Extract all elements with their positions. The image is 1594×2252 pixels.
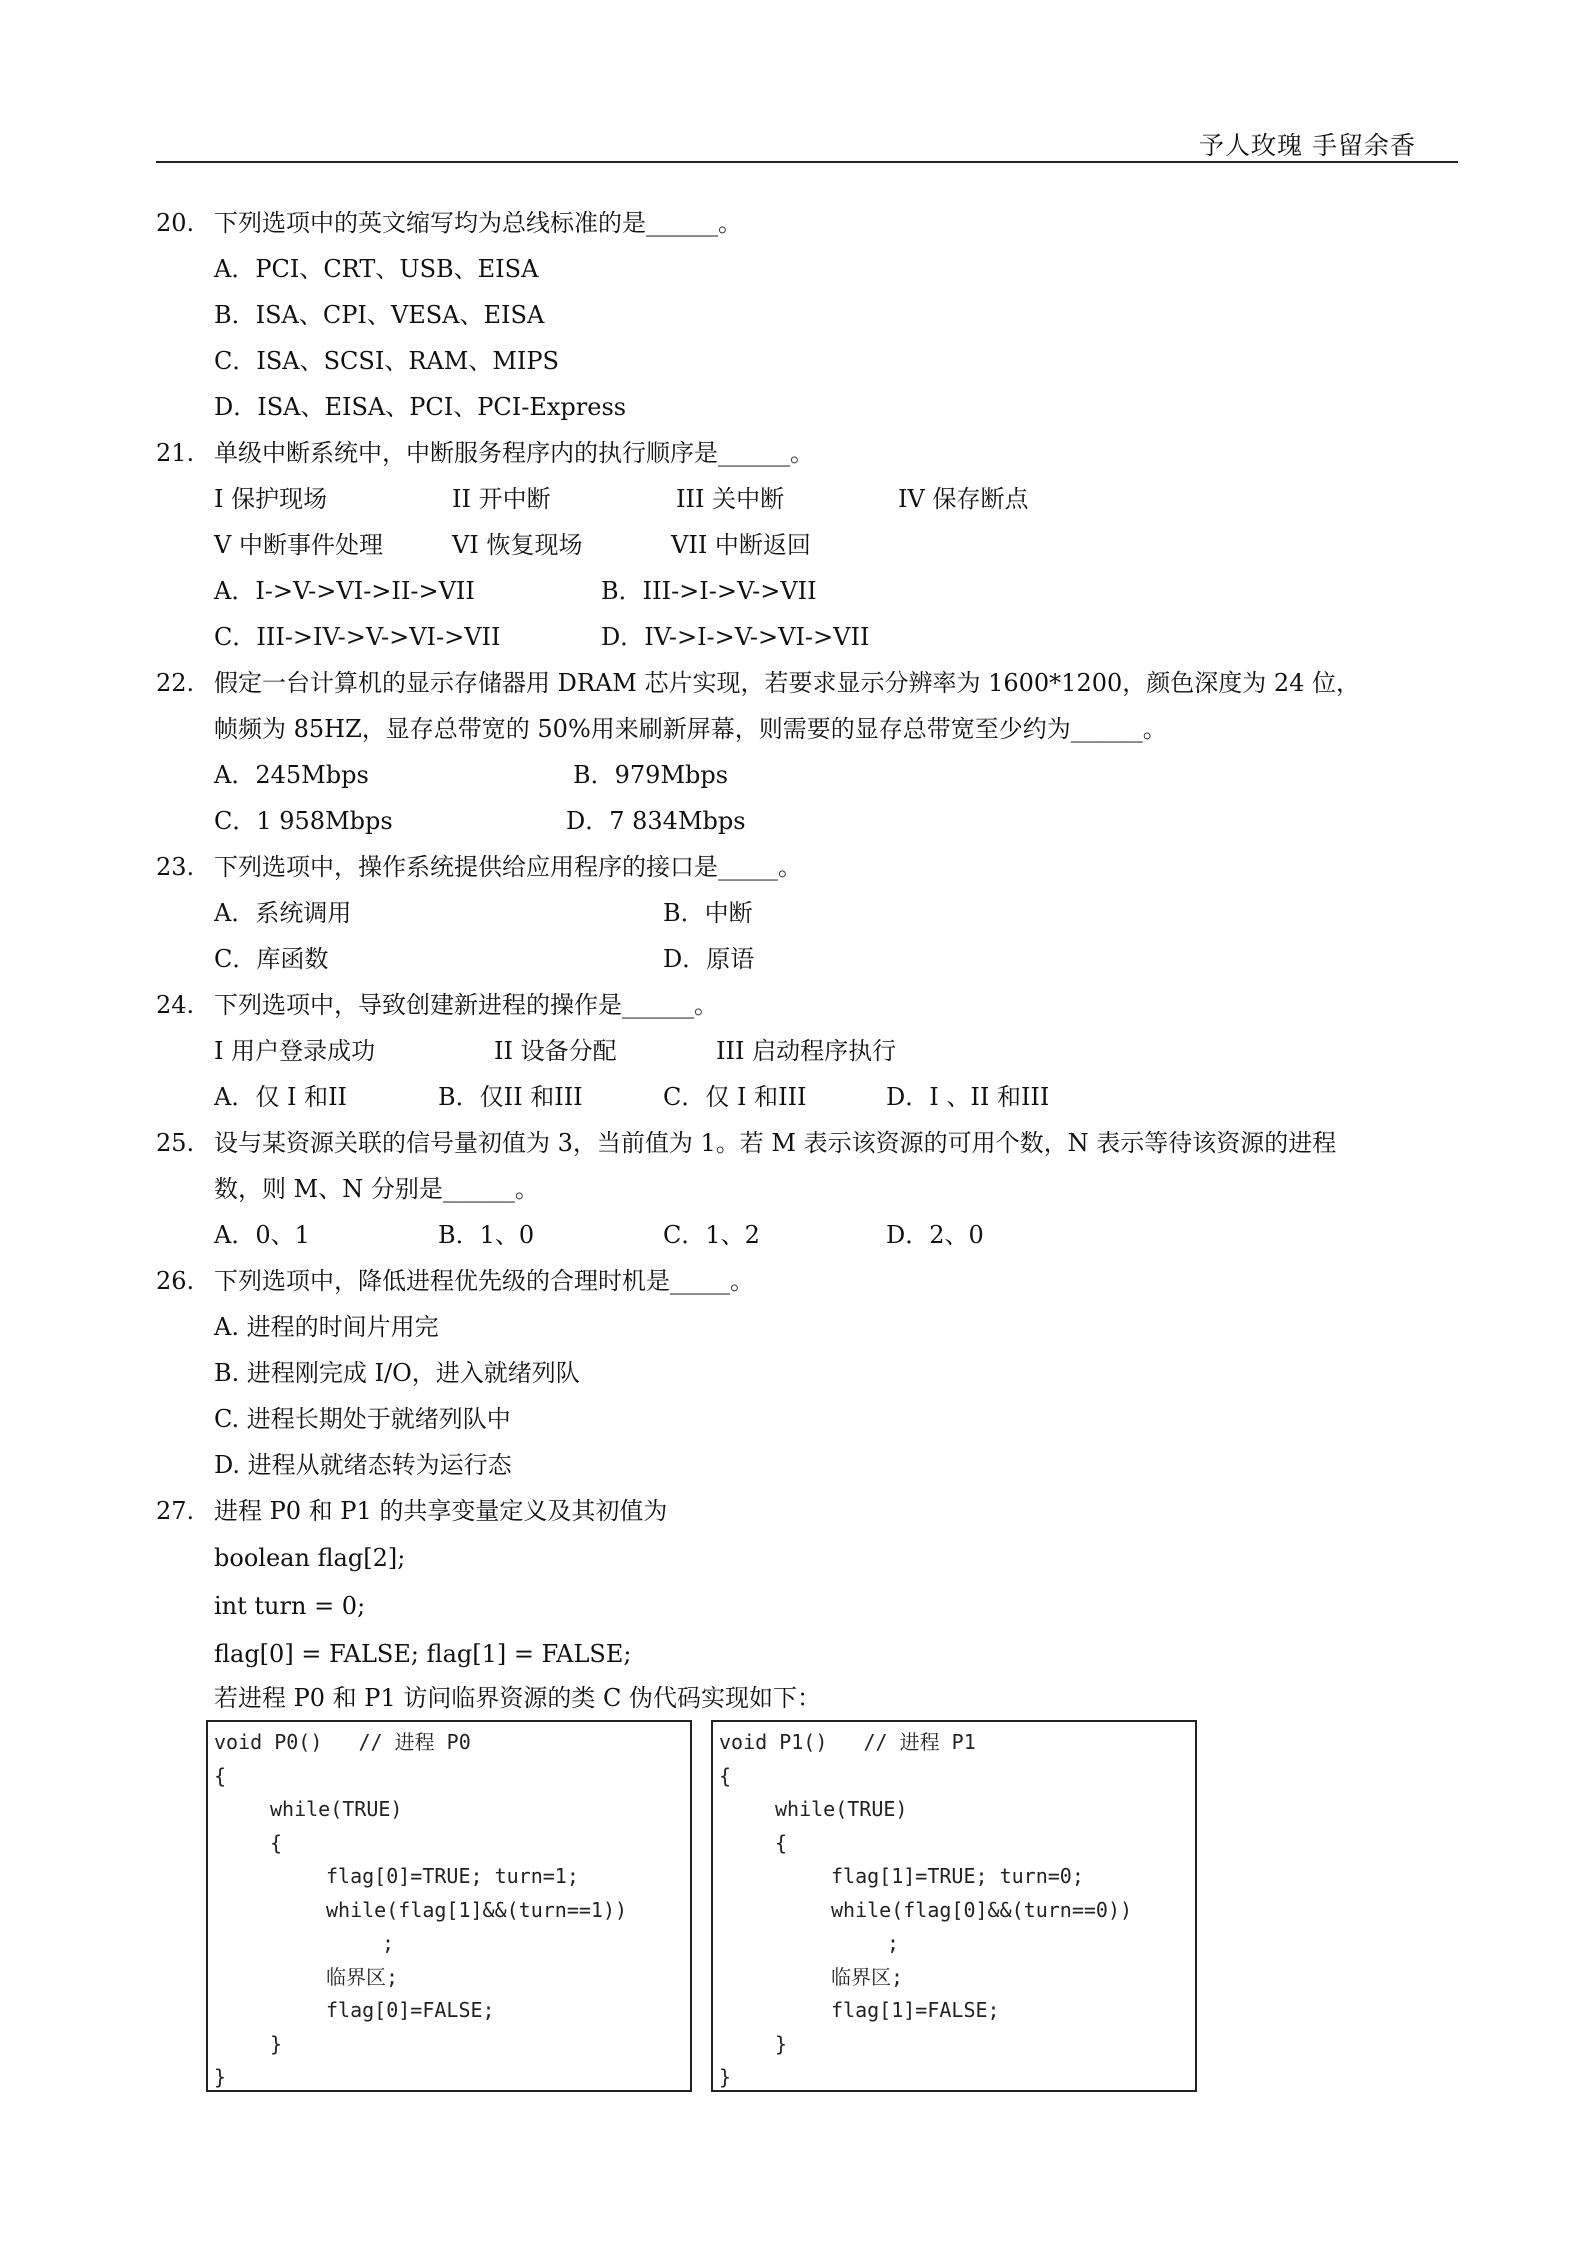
option-d: D．原语 (663, 945, 755, 973)
step-item: VI 恢复现场 (452, 531, 583, 559)
code-line: } (775, 2031, 788, 2056)
code-line: while(TRUE) (270, 1797, 403, 1821)
option-a: A. 进程的时间片用完 (214, 1313, 439, 1341)
option-b: B. 进程刚完成 I/O，进入就绪列队 (214, 1359, 580, 1387)
option-b: B．III->I->V->VII (601, 577, 817, 605)
code-line: ; (382, 1931, 395, 1955)
option-b: B．979Mbps (573, 761, 729, 789)
code-declaration: boolean flag[2]; (214, 1544, 406, 1572)
step-item: I 保护现场 (214, 485, 328, 513)
option-b: B．仅II 和III (438, 1083, 583, 1111)
code-declaration: int turn = 0; (214, 1592, 366, 1620)
question-number: 27. (156, 1497, 195, 1525)
question-21 (156, 430, 1458, 660)
option-b: B．中断 (663, 899, 753, 927)
code-line: while(flag[0]&&(turn==0)) (831, 1897, 1133, 1922)
question-text: 下列选项中的英文缩写均为总线标准的是______。 (214, 209, 742, 237)
code-line: while(flag[1]&&(turn==1)) (326, 1897, 628, 1922)
question-22 (156, 660, 1458, 844)
code-line: { (719, 1763, 732, 1788)
question-number: 26. (156, 1267, 195, 1295)
code-line: } (214, 2065, 227, 2089)
step-item: III 关中断 (676, 485, 785, 513)
option-d: D．I 、II 和III (886, 1083, 1050, 1111)
question-number: 24. (156, 991, 195, 1019)
question-text-continued: 数，则 M、N 分别是______。 (214, 1175, 539, 1203)
code-line: void P1() // 进程 P1 (719, 1730, 976, 1754)
step-item: VII 中断返回 (671, 531, 811, 559)
step-item: II 开中断 (452, 485, 551, 513)
option-b: B．ISA、CPI、VESA、EISA (214, 301, 545, 329)
question-text: 进程 P0 和 P1 的共享变量定义及其初值为 (214, 1497, 668, 1525)
code-line: while(TRUE) (775, 1797, 908, 1821)
question-text: 设与某资源关联的信号量初值为 3，当前值为 1。若 M 表示该资源的可用个数，N 表示等待该资源的进程 (214, 1129, 1337, 1157)
option-d: D. 进程从就绪态转为运行态 (214, 1451, 512, 1479)
condition-item: II 设备分配 (494, 1037, 617, 1065)
option-c: C．库函数 (214, 945, 329, 973)
option-c: C．ISA、SCSI、RAM、MIPS (214, 347, 559, 375)
question-25 (156, 1120, 1458, 1258)
option-a: A．系统调用 (214, 899, 352, 927)
code-line: } (719, 2065, 732, 2089)
option-a: A．0、1 (214, 1221, 310, 1249)
step-item: V 中断事件处理 (214, 531, 383, 559)
question-24 (156, 982, 1458, 1120)
condition-item: III 启动程序执行 (716, 1037, 897, 1065)
code-line: flag[0]=TRUE; turn=1; (326, 1864, 579, 1888)
question-number: 21. (156, 439, 195, 467)
question-number: 23. (156, 853, 195, 881)
condition-item: I 用户登录成功 (214, 1037, 376, 1065)
code-boxes (206, 1720, 1458, 2100)
question-26 (156, 1258, 1458, 1488)
header-divider (156, 161, 1458, 163)
code-line: { (775, 1830, 788, 1855)
step-item: IV 保存断点 (898, 485, 1029, 513)
question-text: 假定一台计算机的显示存储器用 DRAM 芯片实现，若要求显示分辨率为 1600*1200，颜色深度为 24 位， (214, 669, 1361, 697)
option-d: D．2、0 (886, 1221, 984, 1249)
question-text-continued: 帧频为 85HZ，显存总带宽的 50%用来刷新屏幕，则需要的显存总带宽至少约为______。 (214, 715, 1167, 743)
option-d: D．7 834Mbps (566, 807, 746, 835)
question-27 (156, 1488, 1458, 2100)
option-c: C．1 958Mbps (214, 807, 393, 835)
question-number: 20. (156, 209, 195, 237)
code-line: 临界区; (326, 1964, 399, 1989)
code-line: 临界区; (831, 1964, 904, 1989)
question-text: 单级中断系统中，中断服务程序内的执行顺序是______。 (214, 439, 814, 467)
option-b: B．1、0 (438, 1221, 535, 1249)
option-a: A．PCI、CRT、USB、EISA (214, 255, 539, 283)
question-20 (156, 200, 1458, 430)
code-line: { (270, 1830, 283, 1855)
option-d: D．IV->I->V->VI->VII (601, 623, 870, 651)
question-text: 下列选项中，降低进程优先级的合理时机是_____。 (214, 1267, 754, 1295)
option-a: A．I->V->VI->II->VII (214, 577, 475, 605)
code-line: { (214, 1763, 227, 1788)
option-c: C．1、2 (663, 1221, 760, 1249)
option-d: D．ISA、EISA、PCI、PCI-Express (214, 393, 627, 421)
question-number: 25. (156, 1129, 195, 1157)
option-c: C．III->IV->V->VI->VII (214, 623, 501, 651)
code-declaration: flag[0] = FALSE; flag[1] = FALSE; (214, 1640, 632, 1668)
question-text: 下列选项中，操作系统提供给应用程序的接口是_____。 (214, 853, 802, 881)
code-line: void P0() // 进程 P0 (214, 1730, 471, 1754)
code-line: ; (887, 1931, 900, 1955)
question-23 (156, 844, 1458, 982)
code-line: flag[1]=FALSE; (831, 1998, 1000, 2022)
option-c: C．仅 I 和III (663, 1083, 807, 1111)
question-text: 下列选项中，导致创建新进程的操作是______。 (214, 991, 718, 1019)
page-header: 予人玫瑰 手留余香 (1199, 131, 1416, 160)
code-line: flag[1]=TRUE; turn=0; (831, 1864, 1084, 1888)
code-line: } (270, 2031, 283, 2056)
code-box-p1 (711, 1720, 1197, 2092)
code-intro-text: 若进程 P0 和 P1 访问临界资源的类 C 伪代码实现如下： (214, 1684, 821, 1712)
code-line: flag[0]=FALSE; (326, 1998, 495, 2022)
option-c: C. 进程长期处于就绪列队中 (214, 1405, 511, 1433)
question-list (156, 200, 1458, 2100)
option-a: A．245Mbps (214, 761, 369, 789)
option-a: A．仅 I 和II (214, 1083, 348, 1111)
code-box-p0 (206, 1720, 692, 2092)
question-number: 22. (156, 669, 195, 697)
